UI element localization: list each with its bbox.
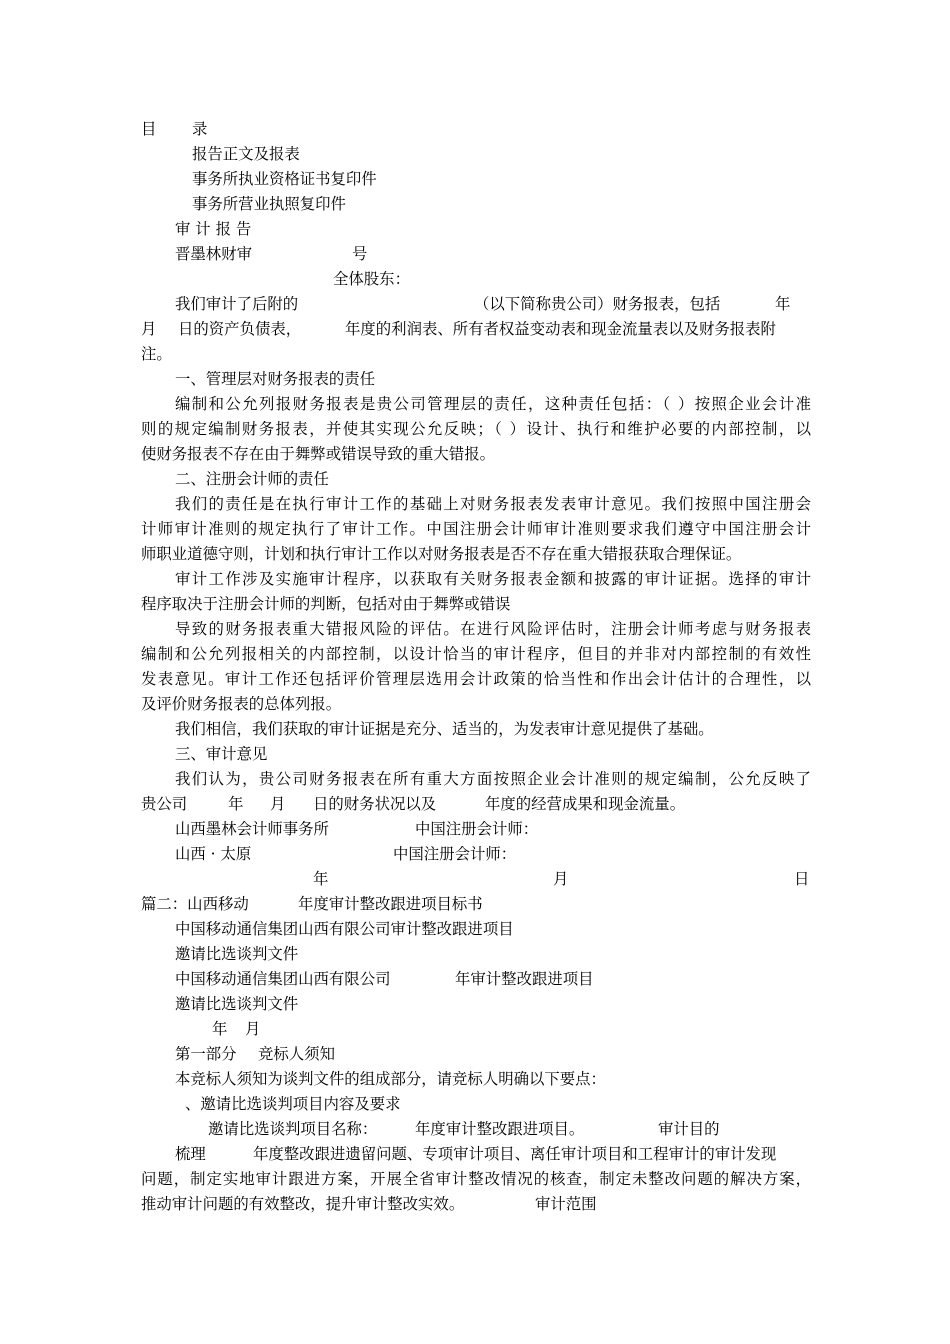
intro-text: 年 xyxy=(775,295,791,313)
part2-line: 邀请比选谈判文件 xyxy=(175,995,299,1013)
section-title: 一、管理层对财务报表的责任 xyxy=(175,370,376,388)
paragraph-line: 审计范围 xyxy=(535,1195,597,1213)
part2-year: 年 xyxy=(212,1020,228,1038)
cpa-label: 中国注册会计师： xyxy=(393,845,517,863)
toc-heading-right: 录 xyxy=(192,120,208,138)
part2-title: 篇二：山西移动 xyxy=(141,895,249,913)
paragraph-line: 编制和公允列报财务报表是贵公司管理层的责任，这种责任包括：（ ）按照企业会计准 xyxy=(175,395,811,413)
paragraph-line: 编制和公允列报相关的内部控制，以设计恰当的审计程序，但目的并非对内部控制的有效性 xyxy=(141,645,811,663)
paragraph-line: 我们的责任是在执行审计工作的基础上对财务报表发表审计意见。我们按照中国注册会 xyxy=(175,495,811,513)
part2-line: 年审计整改跟进项目 xyxy=(455,970,594,988)
date-year: 年 xyxy=(313,870,329,888)
paragraph-line: 问题，制定实地审计跟进方案，开展全省审计整改情况的核查，制定未整改问题的解决方案， xyxy=(141,1170,811,1188)
part1-heading: 竞标人须知 xyxy=(258,1045,335,1063)
paragraph-line: 则的规定编制财务报表，并使其实现公允反映；（ ）设计、执行和维护必要的内部控制，以 xyxy=(141,420,811,438)
intro-text: （以下简称贵公司）财务报表，包括 xyxy=(474,295,721,313)
intro-text: 我们审计了后附的 xyxy=(175,295,299,313)
paragraph-line: 我们认为，贵公司财务报表在所有重大方面按照企业会计准则的规定编制，公允反映了 xyxy=(175,770,811,788)
paragraph-line: 梳理 xyxy=(175,1145,206,1163)
date-day: 日 xyxy=(794,870,810,888)
toc-item: 事务所营业执照复印件 xyxy=(192,195,346,213)
paragraph-line: 审计工作涉及实施审计程序，以获取有关财务报表金额和披露的审计证据。选择的审计 xyxy=(175,570,811,588)
intro-text: 月 xyxy=(141,320,157,338)
paragraph-line: 计师审计准则的规定执行了审计工作。中国注册会计师审计准则要求我们遵守中国注册会计 xyxy=(141,520,811,538)
paragraph-line: 推动审计问题的有效整改，提升审计整改实效。 xyxy=(141,1195,465,1213)
project-text: 邀请比选谈判项目名称： xyxy=(208,1120,378,1138)
cpa-label: 中国注册会计师： xyxy=(415,820,539,838)
opinion-text: 年 xyxy=(228,795,244,813)
city: 山西 · 太原 xyxy=(175,845,252,863)
part2-line: 中国移动通信集团山西有限公司 xyxy=(175,970,391,988)
paragraph-line: 师职业道德守则，计划和执行审计工作以对财务报表是否不存在重大错报获取合理保证。 xyxy=(141,545,742,563)
part2-title: 年度审计整改跟进项目标书 xyxy=(298,895,483,913)
part2-month: 月 xyxy=(245,1020,261,1038)
report-ref-suffix: 号 xyxy=(352,245,368,263)
project-text: 年度审计整改跟进项目。 xyxy=(415,1120,585,1138)
intro-text: 注。 xyxy=(141,345,172,363)
paragraph-line: 程序取决于注册会计师的判断，包括对由于舞弊或错误 xyxy=(141,595,511,613)
paragraph-line: 年度整改跟进遗留问题、专项审计项目、离任审计项目和工程审计的审计发现 xyxy=(253,1145,777,1163)
opinion-text: 年度的经营成果和现金流量。 xyxy=(485,795,686,813)
part2-line: 邀请比选谈判文件 xyxy=(175,945,299,963)
part2-line: 中国移动通信集团山西有限公司审计整改跟进项目 xyxy=(175,920,514,938)
paragraph-line: 及评价财务报表的总体列报。 xyxy=(141,695,342,713)
section-heading: 、邀请比选谈判项目内容及要求 xyxy=(185,1095,401,1113)
report-title: 审 计 报 告 xyxy=(175,220,252,238)
paragraph-line: 导致的财务报表重大错报风险的评估。在进行风险评估时，注册会计师考虑与财务报表 xyxy=(175,620,811,638)
notice-text: 本竞标人须知为谈判文件的组成部分，请竞标人明确以下要点： xyxy=(175,1070,606,1088)
opinion-text: 月 xyxy=(270,795,286,813)
toc-item: 报告正文及报表 xyxy=(192,145,300,163)
opinion-text: 日的财务状况以及 xyxy=(313,795,437,813)
date-month: 月 xyxy=(553,870,569,888)
intro-text: 日的资产负债表， xyxy=(178,320,302,338)
addressee: 全体股东： xyxy=(333,270,410,288)
report-ref-prefix: 晋墨林财审 xyxy=(175,245,252,263)
section-title: 三、审计意见 xyxy=(175,745,268,763)
project-text: 审计目的 xyxy=(658,1120,720,1138)
section-title: 二、注册会计师的责任 xyxy=(175,470,329,488)
toc-heading-left: 目 xyxy=(141,120,157,138)
paragraph-line: 我们相信，我们获取的审计证据是充分、适当的，为发表审计意见提供了基础。 xyxy=(175,720,714,738)
toc-item: 事务所执业资格证书复印件 xyxy=(192,170,377,188)
paragraph-line: 使财务报表不存在由于舞弊或错误导致的重大错报。 xyxy=(141,445,495,463)
part1-heading: 第一部分 xyxy=(175,1045,237,1063)
paragraph-line: 发表意见。审计工作还包括评价管理层选用会计政策的恰当性和作出会计估计的合理性，以 xyxy=(141,670,811,688)
firm-name: 山西墨林会计师事务所 xyxy=(175,820,329,838)
opinion-text: 贵公司 xyxy=(141,795,188,813)
intro-text: 年度的利润表、所有者权益变动表和现金流量表以及财务报表附 xyxy=(345,320,776,338)
